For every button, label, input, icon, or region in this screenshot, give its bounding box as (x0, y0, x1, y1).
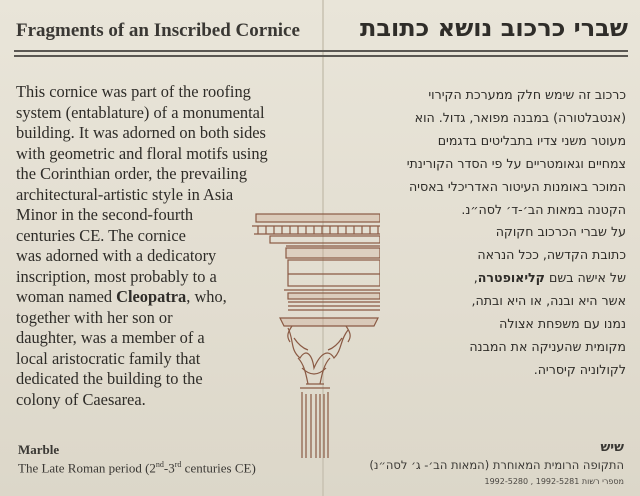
text-line (16, 103, 316, 124)
text-line (16, 144, 316, 165)
text-run: architectural-artistic style in Asia (16, 184, 234, 204)
period-mid: -3 (163, 460, 175, 476)
name-highlight: Cleopatra (116, 287, 187, 306)
text-line (16, 82, 316, 103)
text-run: מקומית שהעניקה את המבנה (469, 338, 626, 354)
text-run: כרכוב זה שימש חלק ממערכת הקירוי (428, 87, 626, 102)
text-run: כתובת הקדשה, ככל הנראה (477, 247, 626, 263)
text-run: צמחיים וגאומטריים על פי הסדר הקורינתי (406, 155, 626, 171)
text-run: inscription, most probably to a (16, 266, 217, 286)
text-run: was adorned with a dedicatory (16, 246, 217, 265)
text-line (16, 123, 316, 144)
text-run: system (entablature) of a monumental (16, 102, 265, 122)
text-run: building. It was adorned on both sides (16, 123, 266, 142)
text-run: with geometric and floral motifs using (16, 143, 268, 163)
text-run: daughter, was a member of a (16, 328, 205, 347)
title-hebrew: שברי כרכוב נושא כתובת (360, 14, 628, 42)
text-run: , who, (186, 287, 227, 306)
text-run: woman named (16, 287, 117, 306)
text-run: the Corinthian order, the prevailing (16, 164, 248, 183)
text-run: colony of Caesarea. (16, 389, 146, 409)
text-run: (אנטבלטורה) במבנה מפואר, גדול. הוא (414, 109, 626, 125)
title-english: Fragments of an Inscribed Cornice (16, 20, 300, 41)
text-run: אשר היא ובנה, או היא ובתה, (471, 293, 626, 309)
period-ordinal-1: nd (155, 460, 164, 469)
text-line (16, 185, 316, 206)
text-run: המוכר באומנות העיטור האדריכלי באסיה (408, 178, 626, 194)
text-run: This cornice was part of the roofing (16, 82, 251, 101)
text-run: dedicated the building to the (16, 369, 203, 388)
text-run: של אישה בשם (544, 270, 626, 286)
material-label-hebrew: שיש (600, 440, 624, 455)
material-label-english: Marble (18, 442, 60, 457)
text-run: מעוטר משני צדיו בתבליטים בדגמים (437, 132, 626, 148)
header-divider-top (14, 50, 628, 52)
text-line (336, 153, 626, 176)
text-run: הקטנה במאות הב׳-ד׳ לסה״נ. (461, 201, 626, 217)
text-run: לקולוניה קיסריה. (533, 361, 626, 377)
text-run: centuries CE. The cornice (16, 225, 186, 245)
text-line (336, 176, 626, 199)
text-run: , (473, 270, 478, 286)
period-ordinal-2: rd (174, 460, 182, 469)
text-run: local aristocratic family that (16, 348, 201, 368)
period-suffix: centuries CE) (181, 460, 256, 476)
period-prefix: The Late Roman period (2 (18, 460, 156, 476)
text-run: נמנו עם משפחת אצולה (499, 316, 626, 332)
header-divider-bottom (14, 55, 628, 57)
text-line (336, 130, 626, 153)
catalog-numbers: מספרי רשות 1992-5281 , 1992-5280 (484, 477, 624, 486)
text-run: Minor in the second-fourth (16, 205, 194, 224)
text-run: together with her son or (16, 307, 173, 327)
corinthian-column-drawing (250, 208, 380, 458)
text-line (336, 107, 626, 130)
name-highlight: קליאופטרה (477, 270, 545, 286)
text-line (16, 164, 316, 185)
period-label-hebrew: התקופה הרומית המאוחרת (המאות הב׳- ג׳ לסה״נ) (369, 458, 624, 472)
period-label-english (18, 460, 256, 476)
text-line (336, 84, 626, 107)
text-run: על שברי הכרכוב חקוקה (495, 224, 626, 240)
